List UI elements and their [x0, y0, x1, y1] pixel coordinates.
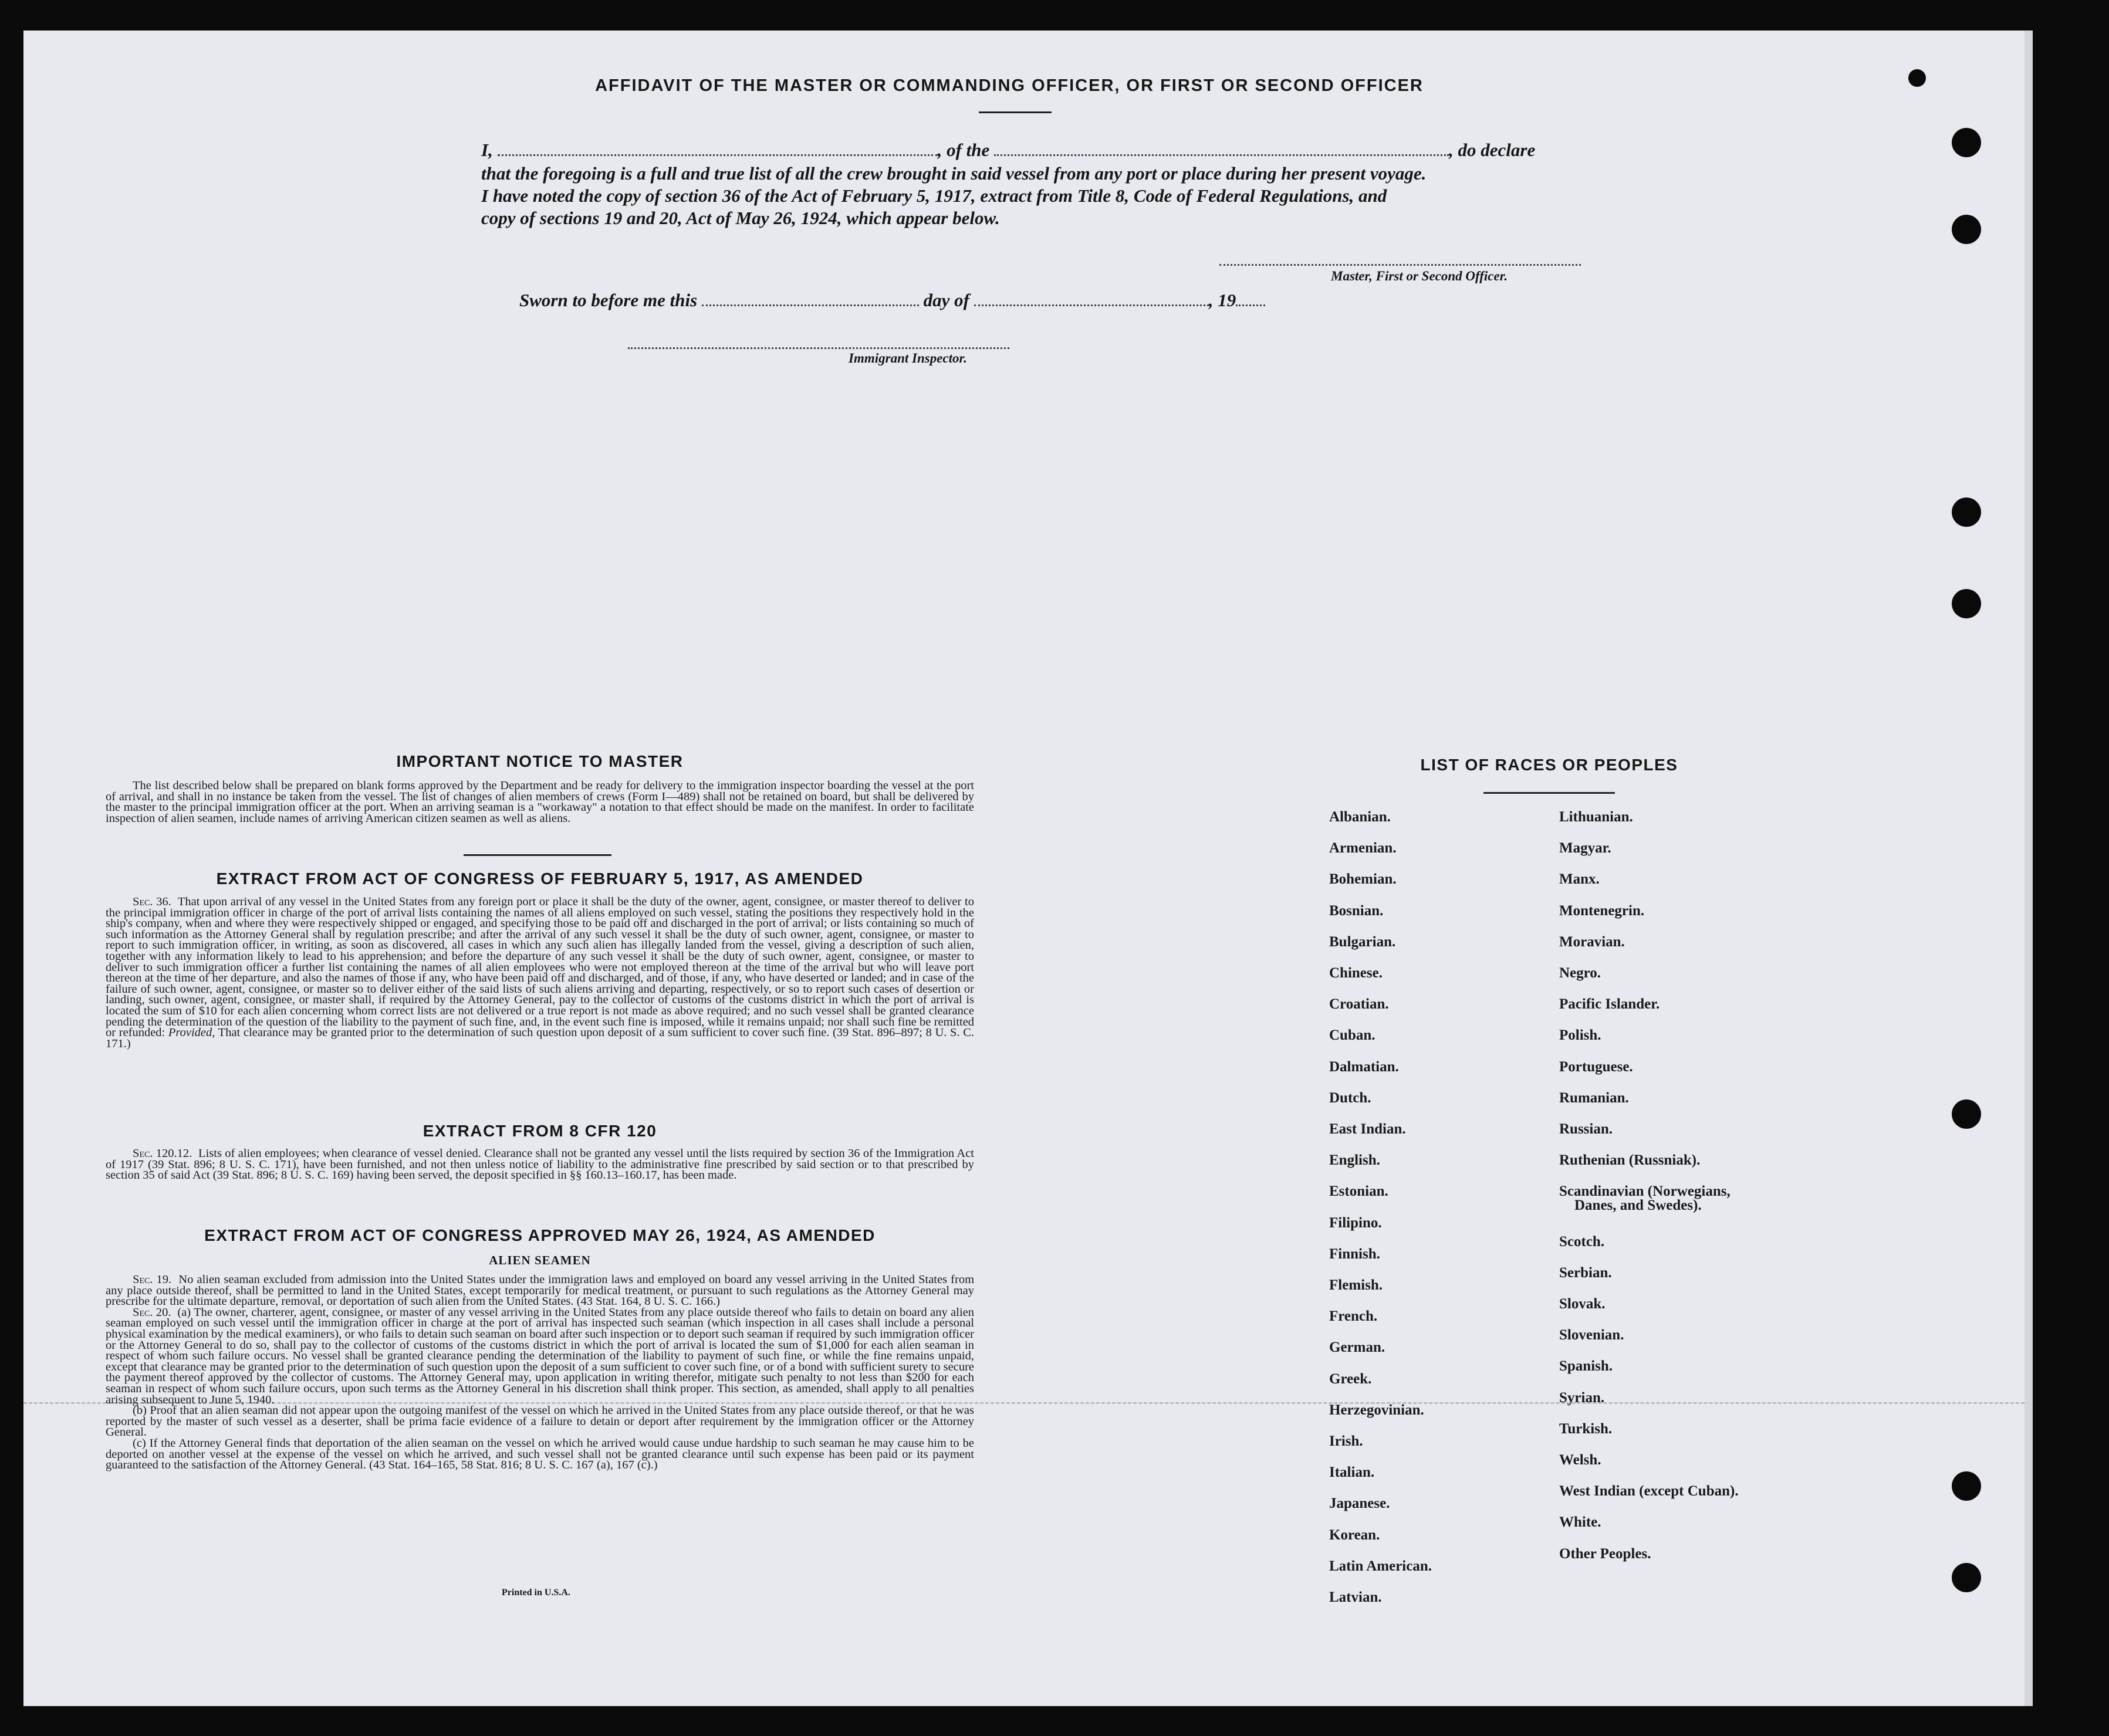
- punch-hole-icon: [1952, 128, 1981, 157]
- race-item: Cuban.: [1329, 1027, 1375, 1044]
- race-item: Welsh.: [1559, 1452, 1601, 1468]
- race-item: Turkish.: [1559, 1420, 1613, 1437]
- race-item: French.: [1329, 1308, 1378, 1325]
- race-item: Croatian.: [1329, 996, 1389, 1013]
- proviso-word: Provided,: [168, 1026, 215, 1040]
- punch-hole-icon: [1952, 498, 1981, 527]
- race-item: Armenian.: [1329, 840, 1397, 857]
- extract-1917-text: [106, 896, 974, 1049]
- sec-19-label: Sec. 19.: [133, 1273, 172, 1286]
- race-item: Rumanian.: [1559, 1089, 1629, 1106]
- race-item: Other Peoples.: [1559, 1545, 1651, 1562]
- extract-1924-title: EXTRACT FROM ACT OF CONGRESS APPROVED MAY 26, 1924, AS AMENDED: [204, 1226, 876, 1244]
- extract-1917-title: EXTRACT FROM ACT OF CONGRESS OF FEBRUARY 5, 1917, AS AMENDED: [216, 869, 864, 888]
- name-field[interactable]: [498, 151, 938, 156]
- race-item: Finnish.: [1329, 1246, 1380, 1262]
- affidavit-declare: , do declare: [1449, 140, 1536, 160]
- race-item: Italian.: [1329, 1464, 1375, 1481]
- race-item: Greek.: [1329, 1370, 1372, 1387]
- title-divider: [979, 111, 1052, 113]
- race-item: Polish.: [1559, 1027, 1601, 1044]
- extract-cfr-text: [106, 1148, 974, 1181]
- affidavit-line-4: copy of sections 19 and 20, Act of May 26, 1924, which appear below.: [481, 208, 1000, 228]
- inspector-signature-field[interactable]: [628, 347, 1009, 349]
- affidavit-i: I,: [481, 140, 493, 160]
- affidavit-line-3: I have noted the copy of section 36 of the Act of February 5, 1917, extract from Title 8, Code of Federal Regulations, and: [481, 185, 1387, 206]
- race-item: Negro.: [1559, 965, 1601, 981]
- sec-120-label: Sec. 120.12.: [133, 1147, 192, 1160]
- sworn-text: Sworn to before me this: [519, 290, 698, 310]
- race-item: Herzegovinian.: [1329, 1402, 1424, 1418]
- sworn-year-prefix: , 19: [1208, 290, 1236, 310]
- race-item: Serbian.: [1559, 1264, 1612, 1281]
- punch-hole-icon: [1952, 1471, 1981, 1501]
- vessel-field[interactable]: [994, 151, 1449, 156]
- race-item: Slovak.: [1559, 1296, 1606, 1312]
- race-item: Lithuanian.: [1559, 809, 1633, 825]
- race-item: Portuguese.: [1559, 1058, 1633, 1075]
- printed-in-usa: Printed in U.S.A.: [502, 1588, 570, 1598]
- race-item: Chinese.: [1329, 965, 1383, 981]
- race-item: Russian.: [1559, 1121, 1613, 1137]
- affidavit-line-2: that the foregoing is a full and true list of all the crew brought in said vessel from any port or place during her present voyage.: [481, 163, 1427, 184]
- race-item: Scandinavian (Norwegians,: [1559, 1183, 1731, 1200]
- sworn-year-field[interactable]: [1236, 301, 1265, 306]
- sworn-day-of: day of: [923, 290, 969, 310]
- notice-title: IMPORTANT NOTICE TO MASTER: [396, 752, 684, 770]
- sec-36-body: That upon arrival of any vessel in the United States from any foreign port or place it shall be the duty of the owner, agent, consignee, or master thereof to deliver to the principal immigration officer in charge of the port of arrival lists containing the names of all aliens employed on such vessel, stating the positions they respectively hold in the ship's company, when and where they were respectively shipped or engaged, and specifying those to be paid off and discharged in the port of arrival; or lists containing so much of such information as the Attorney General shall by regulation prescribe; and after the arrival of any such vessel it shall be the duty of such owner, agent, consignee, or master to report to such immigration officer, in writing, as soon as discovered, all cases in which any such alien has illegally landed from the vessel, giving a description of such alien, together with any information likely to lead to his apprehension; and before the departure of any such vessel it shall be the duty of such owner, agent, consignee, or master to deliver to such immigration officer a further list containing the names of all alien employees who were not employed thereon at the time of the arrival but who will leave port thereon at the time of her departure, and also the names of those if any, who have been paid off and discharged, and of those, if any, who have deserted or landed; and in case of the failure of such owner, agent, consignee, or master so to deliver either of the said lists of such aliens arriving and departing, respectively, or so to report such cases of desertion or landing, such owner, agent, consignee, or master shall, if required by the Attorney General, pay to the collector of customs of the customs district in which the port of arrival is located the sum of $10 for each alien concerning whom correct lists are not delivered or a true report is not made as above required; and no such vessel shall be granted clearance pending the determination of the question of the liability to the payment of such fine, and, in the event such fine is imposed, while it remains unpaid; nor shall such fine be remitted or refunded:: [106, 895, 974, 1040]
- race-item: Manx.: [1559, 871, 1600, 888]
- master-signature-label: Master, First or Second Officer.: [1331, 269, 1508, 283]
- sec-20b-body: (b) Proof that an alien seaman did not appear upon the outgoing manifest of the vessel on which he arrived in the United States from any place outside thereof, or that he was reported by the master of such vessel as a deserter, shall be prima facie evidence of a failure to detain or deport after requirement by the immigration officer or the Attorney General.: [106, 1404, 974, 1439]
- sworn-month-field[interactable]: [974, 301, 1209, 306]
- punch-hole-icon: [1952, 215, 1981, 244]
- affidavit-line-1: [481, 138, 1584, 162]
- inspector-label: Immigrant Inspector.: [849, 351, 967, 366]
- punch-hole-icon: [1908, 69, 1926, 87]
- punch-hole-icon: [1952, 1099, 1981, 1129]
- affidavit-of-the: , of the: [937, 140, 990, 160]
- sec-36-label: Sec. 36.: [133, 895, 171, 908]
- race-item: German.: [1329, 1339, 1385, 1356]
- race-item: Danes, and Swedes).: [1574, 1197, 1702, 1214]
- extract-cfr-title: EXTRACT FROM 8 CFR 120: [423, 1122, 657, 1140]
- affidavit-title: AFFIDAVIT OF THE MASTER OR COMMANDING OFFICER, OR FIRST OR SECOND OFFICER: [595, 76, 1424, 95]
- sec-19-body: No alien seaman excluded from admission into the United States under the immigration laws and employed on board any vessel arriving in the United States from any place outside thereof, shall be permitted to land in the United States, except temporarily for medical treatment, or pursuant to such regulations as the Attorney General may prescribe for the ultimate departure, removal, or deportation of such alien from the United States. (43 Stat. 164, 8 U. S. C. 166.): [106, 1273, 975, 1308]
- section-divider: [464, 854, 611, 856]
- race-item: Scotch.: [1559, 1233, 1605, 1250]
- sworn-line: [519, 289, 1341, 312]
- sheet-edge: [2024, 31, 2033, 1706]
- race-item: English.: [1329, 1152, 1380, 1169]
- sec-20a-body: (a) The owner, charterer, agent, consignee, or master of any vessel arriving in the United States from any place outside thereof who fails to detain on board any alien seaman employed on such vessel until the immigration officer in charge at the port of arrival has inspected such seaman (which inspection in all cases shall include a personal physical examination by the medical examiners), or who fails to detain such seaman on board after such inspection or to deport such seaman if required by such immigration officer or the Attorney General to do so, shall pay to the collector of customs of the customs district in which the port of arrival is located the sum of $1,000 for each alien seaman in respect of whom such failure occurs. No vessel shall be granted clearance pending the determination of the liability to payment of such fine, or while the fine remains unpaid, except that clearance may be granted prior to the determination of such question upon the deposit of a sum sufficient to cover such fine, or of a bond with sufficient surety to secure the payment thereof approved by the collector of customs. The Attorney General may, upon application in writing therefor, mitigate such penalty to not less than $200 for each seaman in respect of whom such failure occurs, upon such terms as the Attorney General in his discretion shall think proper. This section, as amended, shall apply to all penalties arising subsequent to June 5, 1940.: [106, 1305, 974, 1406]
- race-item: Bosnian.: [1329, 902, 1384, 919]
- race-item: Spanish.: [1559, 1358, 1613, 1375]
- sec-120-body: Lists of alien employees; when clearance of vessel denied. Clearance shall not be granted any vessel until the lists required by section 36 of the Immigration Act of 1917 (39 Stat. 896; 8 U. S. C. 171), have been furnished, and not then unless notice of liability to the administrative fine prescribed by said section or to that prescribed by section 35 of said Act (39 Stat. 896; 8 U. S. C. 169) having been served, the deposit specified in §§ 160.13–160.17, has been made.: [106, 1147, 975, 1182]
- race-item: Latvian.: [1329, 1589, 1382, 1605]
- race-item: Montenegrin.: [1559, 902, 1645, 919]
- race-item: Magyar.: [1559, 840, 1611, 857]
- race-item: Japanese.: [1329, 1495, 1390, 1512]
- race-item: Estonian.: [1329, 1183, 1388, 1200]
- notice-paragraph: The list described below shall be prepared on blank forms approved by the Department and be ready for delivery to the immigration inspector boarding the vessel at the port of arrival, and shall in no instance be taken from the vessel. The list of changes of alien members of crews (Form I—489) shall not be retained on board, but shall be delivered by the master to the principal immigration officer at the port. When an arriving seaman is a "workaway" a notation to that effect should be made on the manifest. In order to facilitate inspection of alien seamen, include names of arriving American citizen seamen as well as aliens.: [106, 779, 974, 825]
- extract-1924-text: [106, 1274, 974, 1471]
- race-item: West Indian (except Cuban).: [1559, 1483, 1739, 1500]
- race-item: Korean.: [1329, 1527, 1380, 1543]
- race-item: Moravian.: [1559, 933, 1625, 950]
- punch-hole-icon: [1952, 589, 1981, 618]
- sec-20-label: Sec. 20.: [133, 1305, 171, 1319]
- sec-20c-body: (c) If the Attorney General finds that deportation of the alien seaman on the vessel on which he arrived would cause undue hardship to such seaman he may cause him to be deported on another vessel at the expense of the vessel on which he arrived, and such vessel shall not be granted clearance until such expense has been paid or its payment guaranteed to the satisfaction of the Attorney General. (43 Stat. 164–165, 58 Stat. 816; 8 U. S. C. 167 (a), 167 (c).): [106, 1436, 974, 1472]
- race-item: Slovenian.: [1559, 1327, 1624, 1344]
- race-item: White.: [1559, 1514, 1601, 1531]
- master-signature-field[interactable]: [1219, 264, 1581, 266]
- race-item: Filipino.: [1329, 1214, 1382, 1231]
- races-divider: [1483, 792, 1615, 794]
- race-item: Pacific Islander.: [1559, 996, 1660, 1013]
- race-item: Syrian.: [1559, 1389, 1605, 1406]
- race-item: Albanian.: [1329, 809, 1391, 825]
- race-item: Bohemian.: [1329, 871, 1397, 888]
- race-item: Dalmatian.: [1329, 1058, 1399, 1075]
- sworn-day-field[interactable]: [702, 301, 919, 306]
- race-item: Flemish.: [1329, 1277, 1383, 1293]
- punch-hole-icon: [1952, 1563, 1981, 1592]
- race-item: Bulgarian.: [1329, 933, 1396, 950]
- races-title: LIST OF RACES OR PEOPLES: [1420, 756, 1678, 774]
- race-item: Dutch.: [1329, 1089, 1371, 1106]
- race-item: Irish.: [1329, 1433, 1363, 1449]
- alien-seamen-subtitle: ALIEN SEAMEN: [489, 1253, 591, 1267]
- race-item: Ruthenian (Russniak).: [1559, 1152, 1701, 1169]
- sec-36-end: That clearance may be granted prior to the determination of such question upon deposit of a sum sufficient to cover such fine. (39 Stat. 896–897; 8 U. S. C. 171.): [106, 1026, 975, 1050]
- notice-text: [106, 780, 974, 824]
- race-item: East Indian.: [1329, 1121, 1406, 1137]
- race-item: Latin American.: [1329, 1558, 1432, 1574]
